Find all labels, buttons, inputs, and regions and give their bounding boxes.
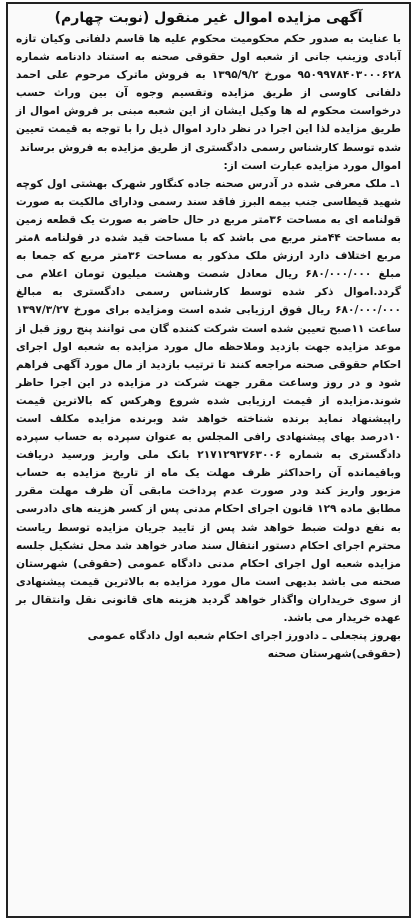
signature-line-2: (حقوقی)شهرستان صحنه <box>267 648 401 661</box>
intro-paragraph: با عنایت به صدور حکم محکومیت محکوم علیه ها قاسم دلفانی وکیان تازه آبادی وزینب جانی از شعبه اول حقوقی صحنه به استناد دادنامه شماره ۹۵۰۹۹۷۸۴۰۳۰۰۰۶۲۸ مورخ ۱۳۹۵/۹/۲ به فروش ماترک مرحوم علی احمد دلفانی کاوسی از طریق مزایده وتقسیم وجوه آن بین وراث حسب درخواست محکوم له ها وکیل ایشان از این شعبه مبنی بر فروش اموال از طریق مزایده لذا این اجرا در نظر دارد اموال ذیل را با توجه به قیمت تعیین شده توسط کارشناس رسمی دادگستری از طریق مزایده به فروش برساند <box>16 33 401 154</box>
notice-body <box>16 30 401 627</box>
item-paragraph: ۱ـ ملک معرفی شده در آدرس صحنه جاده کنگاور شهرک بهشتی اول کوچه شهید قیطاسی جنب بیمه البرز فاقد سند رسمی ودارای مالکیت به صورت قولنامه ای به مساحت ۳۶متر مربع در حال حاضر به صورت یک قطعه زمین به مساحت ۴۴متر مربع می باشد که با مساحت قید شده در قولنامه ۸متر مربع اختلاف دارد ارزش ملک مذکور به مساحت ۳۶متر مربع که جمعا به مبلغ ۶۸۰/۰۰۰/۰۰۰ ریال معادل شصت وهشت میلیون تومان اعلام می گردد.اموال ذکر شده توسط کارشناس رسمی دادگستری به مبالغ ۶۸۰/۰۰۰/۰۰۰ ریال فوق ارزیابی شده است ومزایده برای مورخ ۱۳۹۷/۳/۲۷ ساعت ۱۱صبح تعیین شده است شرکت کننده گان می توانند پنج روز قبل از موعد مزایده جهت بازدید وملاحظه مال مورد مزایده به شعبه اول اجرای احکام حقوقی صحنه مراجعه کنند تا ترتیب بازدید از مال مورد آگهی فراهم شود و در روز وساعت مقرر جهت شرکت در مزایده در این اجرا حاظر شوند.مزایده از قیمت ارزیابی شده شروع وهرکس که بالاترین قیمت راپیشنهاد نماید برنده شناخته خواهد شد وبرنده مزایده مکلف است ۱۰درصد بهای پیشنهادی رافی المجلس به عنوان سپرده به حساب سپرده دادگستری به شماره ۲۱۷۱۲۹۳۷۶۳۰۰۶ بانک ملی واریز ورسید دریافت وباقیمانده آن راحداکثر ظرف مهلت یک ماه از تاریخ مزایده به حساب مزبور واریز کند ودر صورت عدم پرداخت مابقی آن ظرف مهلت مقرر مطابق ماده ۱۲۹ قانون اجرای احکام مدنی پس از کسر هزینه های دادرسی به نفع دولت ضبط خواهد شد پس از تایید جریان مزایده توسط ریاست محترم اجرای احکام دستور انتقال سند صادر خواهد شد محل تشکیل جلسه مزایده شعبه اول اجرای احکام مدنی دادگاه عمومی (حقوقی) شهرستان صحنه می باشد بدیهی است مال مورد مزایده به بالاترین قیمت پیشنهادی از سوی خریداران واگذار خواهد گردید هزینه های قانونی نقل وانتقال بر عهده خریدار می باشد. <box>16 177 401 624</box>
signature <box>16 627 401 663</box>
items-heading: اموال مورد مزایده عبارت است از: <box>223 159 401 172</box>
notice-title: آگهی مزایده اموال غیر منقول (نوبت چهارم) <box>54 10 363 26</box>
signature-line-1: بهروز پنجعلی ـ دادورز اجرای احکام شعبه اول دادگاه عمومی <box>87 630 401 643</box>
notice-frame <box>6 2 411 918</box>
